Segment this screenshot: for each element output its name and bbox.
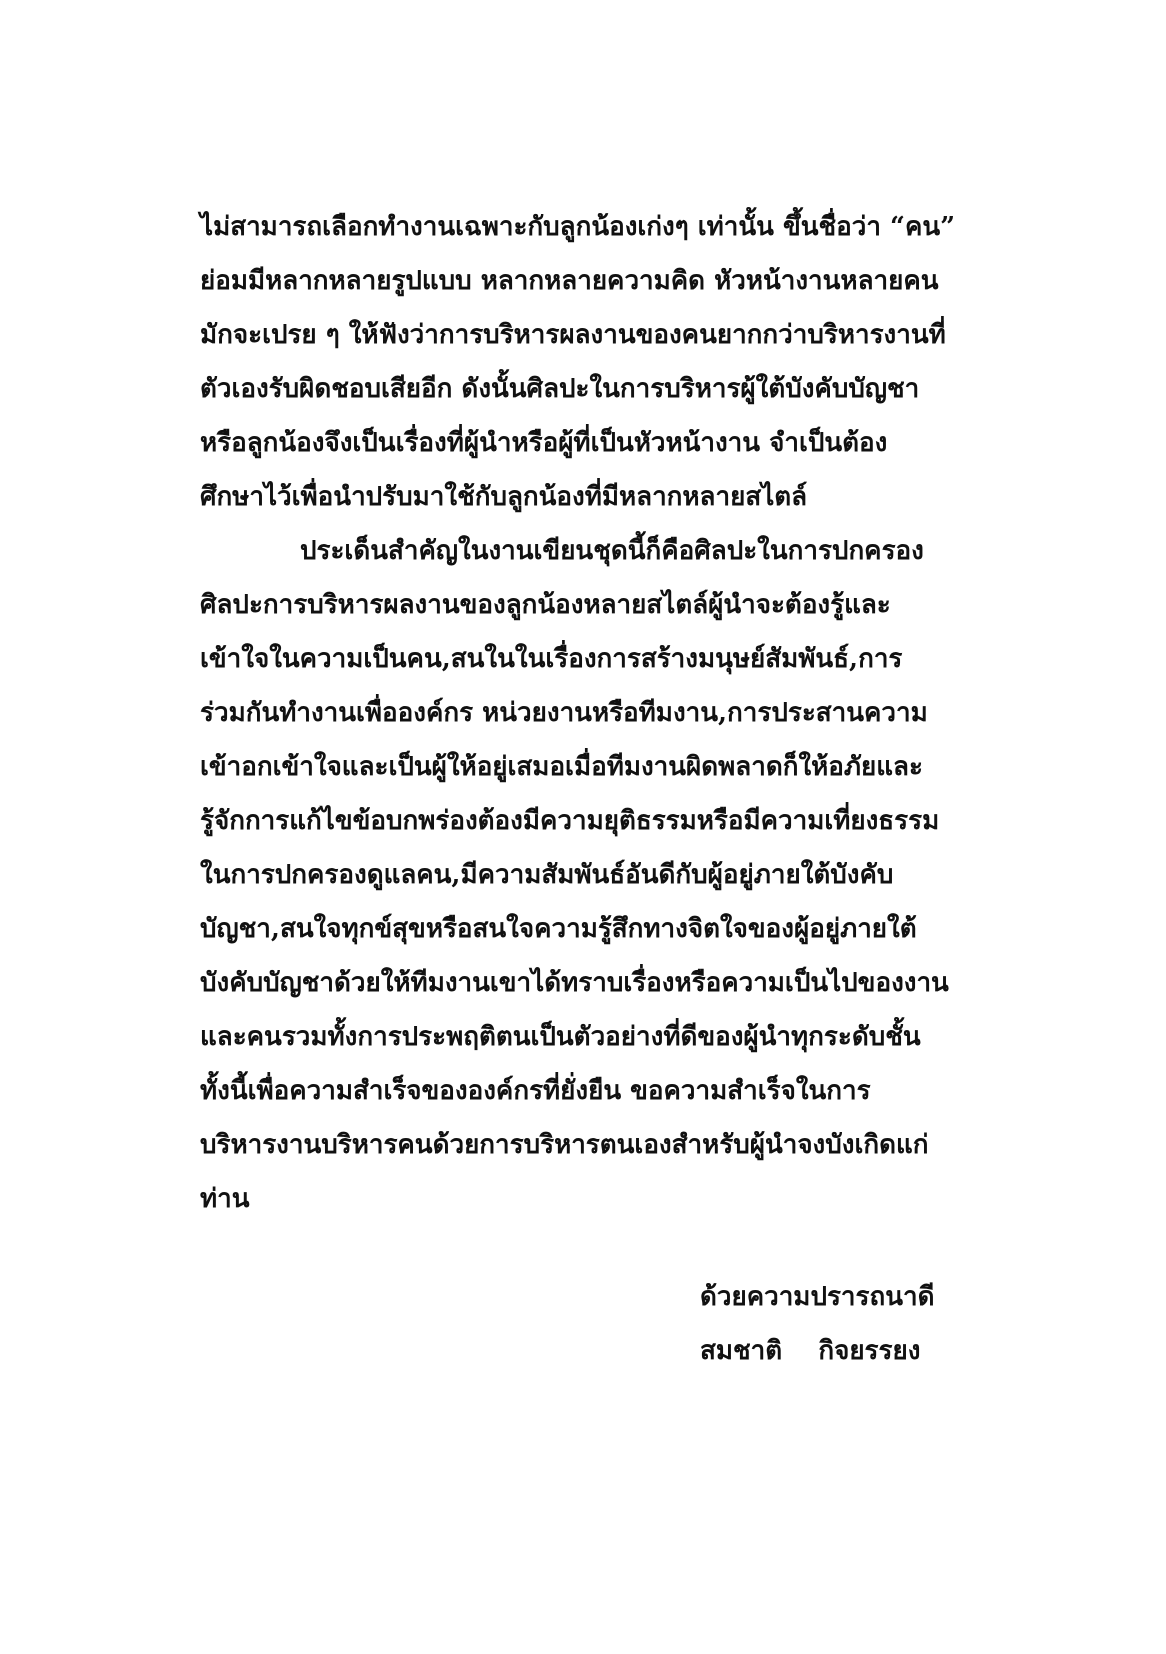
body-line: ศิลปะการบริหารผลงานของลูกน้องหลายสไตล์ผู้นำจะต้องรู้และ [200,590,891,620]
body-line: ทั้งนี้เพื่อความสำเร็จขององค์กรที่ยั่งยืน ขอความสำเร็จในการ [200,1076,871,1106]
body-text [200,200,960,1226]
body-line: มักจะเปรย ๆ ให้ฟังว่าการบริหารผลงานของคนยากกว่าบริหารงานที่ [200,320,946,350]
body-line: บริหารงานบริหารคนด้วยการบริหารตนเองสำหรับผู้นำจงบังเกิดแก่ [200,1130,929,1160]
body-line: ท่าน [200,1184,250,1214]
body-line: เข้าใจในความเป็นคน,สนในในเรื่องการสร้างมนุษย์สัมพันธ์,การ [200,644,903,674]
body-line: ศึกษาไว้เพื่อนำปรับมาใช้กับลูกน้องที่มีหลากหลายสไตล์ [200,482,808,512]
body-line: ตัวเองรับผิดชอบเสียอีก ดังนั้นศิลปะในการบริหารผู้ใต้บังคับบัญชา [200,374,920,404]
body-line: บังคับบัญชาด้วยให้ทีมงานเขาได้ทราบเรื่องหรือความเป็นไปของงาน [200,968,949,998]
body-line: และคนรวมทั้งการประพฤติตนเป็นตัวอย่างที่ดีของผู้นำทุกระดับชั้น [200,1022,921,1052]
closing-text: ด้วยความปรารถนาดี [700,1282,935,1312]
body-line: ในการปกครองดูแลคน,มีความสัมพันธ์อันดีกับผู้อยู่ภายใต้บังคับ [200,860,894,890]
body-line: ไม่สามารถเลือกทำงานเฉพาะกับลูกน้องเก่งๆ เท่านั้น ขึ้นชื่อว่า “คน” [200,212,956,242]
body-line: รู้จักการแก้ไขข้อบกพร่องต้องมีความยุติธรรมหรือมีความเที่ยงธรรม [200,806,940,836]
author-name: สมชาติ กิจยรรยง [700,1336,921,1366]
body-line: บัญชา,สนใจทุกข์สุขหรือสนใจความรู้สึกทางจิตใจของผู้อยู่ภายใต้ [200,914,917,944]
body-line: ประเด็นสำคัญในงานเขียนชุดนี้ก็คือศิลปะในการปกครอง [300,536,924,566]
body-line: หรือลูกน้องจึงเป็นเรื่องที่ผู้นำหรือผู้ที่เป็นหัวหน้างาน จำเป็นต้อง [200,428,888,458]
body-line: เข้าอกเข้าใจและเป็นผู้ให้อยู่เสมอเมื่อทีมงานผิดพลาดก็ให้อภัยและ [200,752,923,782]
body-line: ย่อมมีหลากหลายรูปแบบ หลากหลายความคิด หัวหน้างานหลายคน [200,266,939,296]
body-line: ร่วมกันทำงานเพื่อองค์กร หน่วยงานหรือทีมงาน,การประสานความ [200,698,928,728]
signature-block [700,1270,934,1378]
